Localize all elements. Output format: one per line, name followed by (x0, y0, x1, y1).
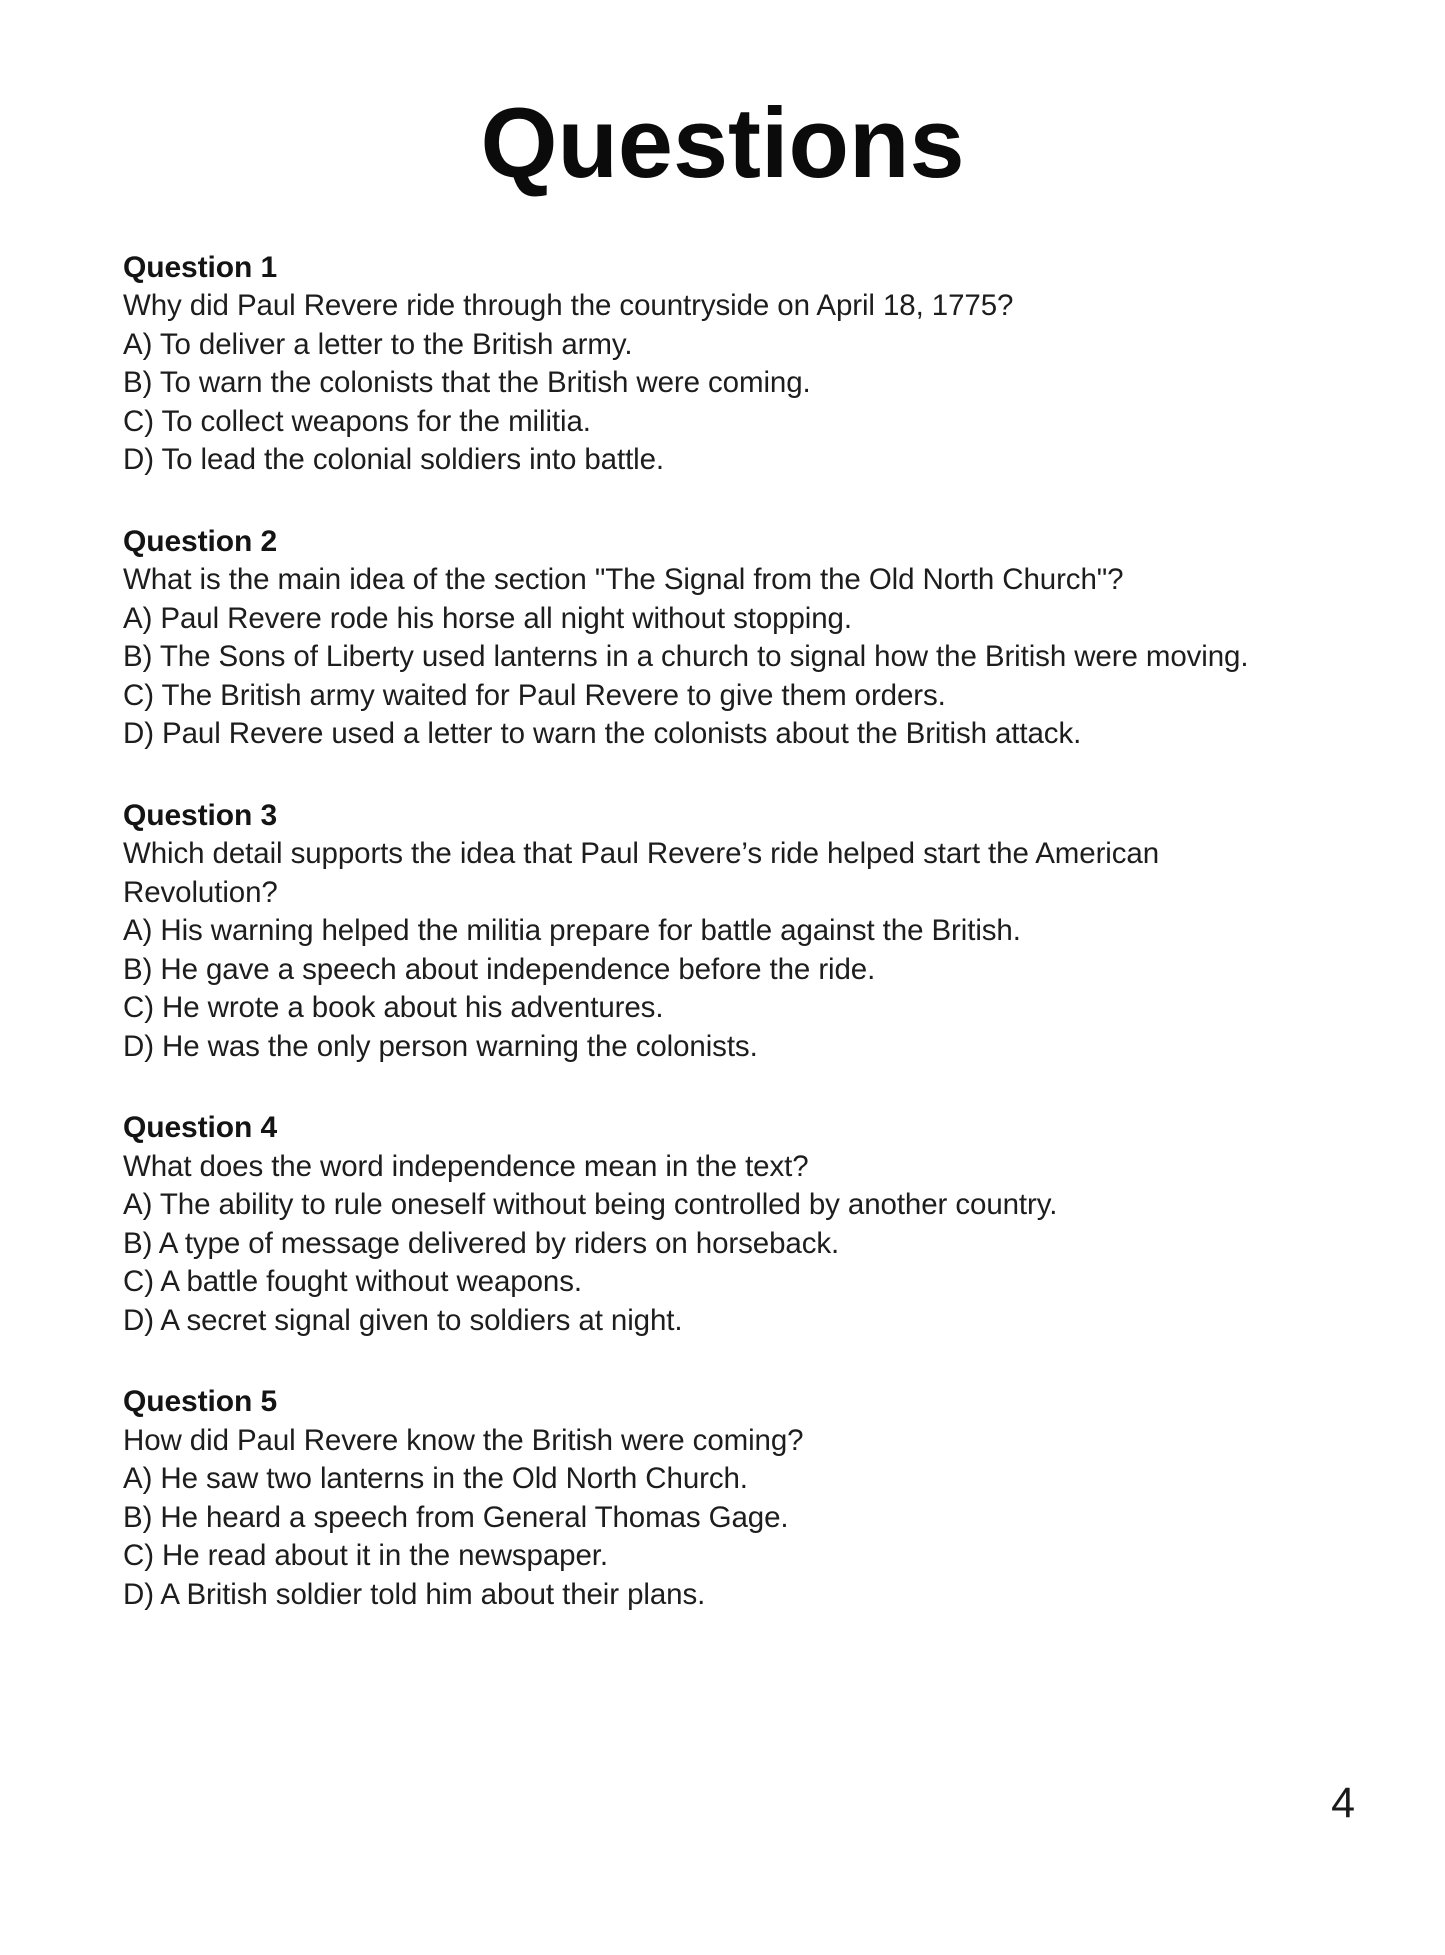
question-text: Which detail supports the idea that Paul Revere’s ride helped start the American Revolution? (123, 837, 1160, 909)
question-options (123, 326, 1288, 480)
answer-option: C) The British army waited for Paul Revere to give them orders. (123, 678, 946, 712)
question-block (123, 523, 1288, 754)
question-options (123, 600, 1288, 754)
question-options (123, 912, 1288, 1066)
answer-option: C) He read about it in the newspaper. (123, 1539, 608, 1573)
page-number: 4 (1331, 1779, 1355, 1827)
question-text: What is the main idea of the section "The Signal from the Old North Church"? (123, 563, 1124, 597)
question-text: Why did Paul Revere ride through the countryside on April 18, 1775? (123, 289, 1014, 323)
answer-option: D) Paul Revere used a letter to warn the colonists about the British attack. (123, 717, 1082, 751)
answer-option: D) A secret signal given to soldiers at night. (123, 1303, 683, 1337)
answer-option: A) Paul Revere rode his horse all night without stopping. (123, 601, 852, 635)
answer-option: B) To warn the colonists that the British were coming. (123, 366, 811, 400)
answer-option: A) To deliver a letter to the British army. (123, 327, 633, 361)
question-options (123, 1186, 1288, 1340)
answer-option: D) A British soldier told him about their plans. (123, 1577, 706, 1611)
worksheet-page (0, 84, 1445, 1955)
question-block (123, 1109, 1288, 1340)
question-options (123, 1460, 1288, 1614)
question-heading: Question 5 (123, 1385, 278, 1419)
answer-option: C) He wrote a book about his adventures. (123, 991, 664, 1025)
answer-option: A) He saw two lanterns in the Old North Church. (123, 1462, 748, 1496)
question-heading: Question 3 (123, 798, 278, 832)
answer-option: B) A type of message delivered by riders on horseback. (123, 1226, 840, 1260)
answer-option: C) A battle fought without weapons. (123, 1265, 582, 1299)
question-block (123, 797, 1288, 1067)
question-text: What does the word independence mean in the text? (123, 1149, 809, 1183)
question-block (123, 249, 1288, 480)
question-heading: Question 1 (123, 250, 278, 284)
answer-option: A) The ability to rule oneself without being controlled by another country. (123, 1188, 1058, 1222)
answer-option: D) He was the only person warning the colonists. (123, 1029, 758, 1063)
answer-option: B) The Sons of Liberty used lanterns in a church to signal how the British were moving. (123, 640, 1249, 674)
answer-option: B) He heard a speech from General Thomas Gage. (123, 1500, 789, 1534)
question-block (123, 1383, 1288, 1614)
question-heading: Question 4 (123, 1111, 278, 1145)
question-text: How did Paul Revere know the British were coming? (123, 1423, 804, 1457)
answer-option: B) He gave a speech about independence before the ride. (123, 952, 876, 986)
question-heading: Question 2 (123, 524, 278, 558)
page-title: Questions (480, 87, 965, 198)
answer-option: A) His warning helped the militia prepare for battle against the British. (123, 914, 1021, 948)
questions-list (123, 249, 1288, 1615)
answer-option: C) To collect weapons for the militia. (123, 404, 591, 438)
answer-option: D) To lead the colonial soldiers into battle. (123, 443, 665, 477)
